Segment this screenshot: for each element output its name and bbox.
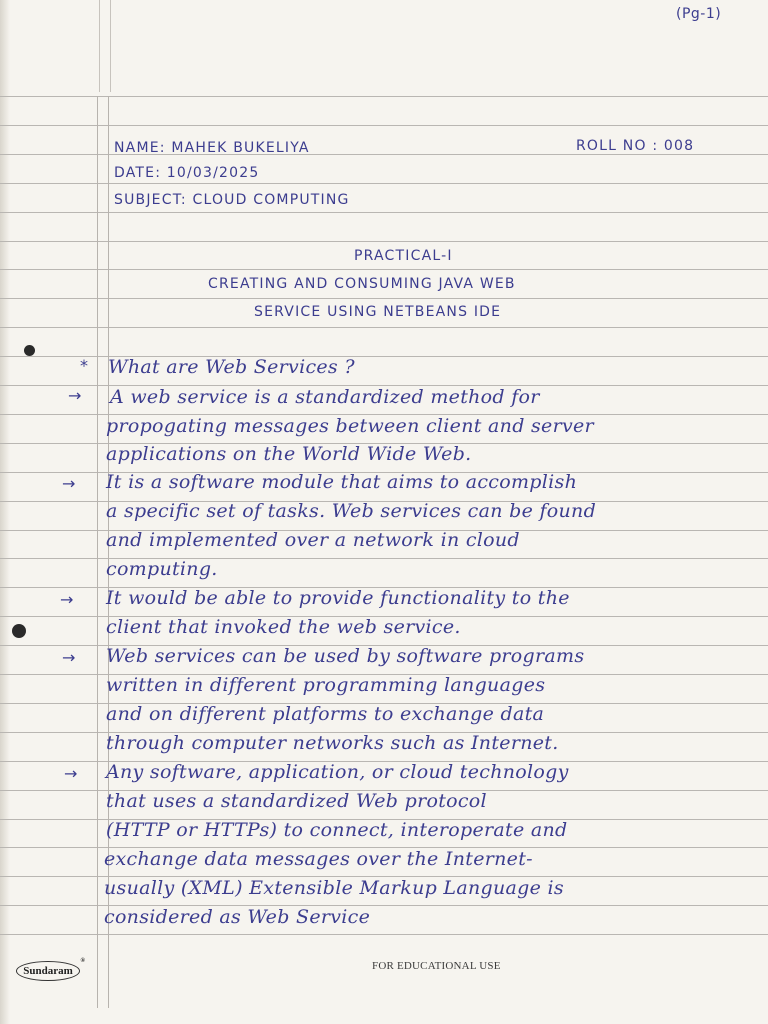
roll-number: ROLL NO : 008 (576, 138, 695, 154)
ruled-line (0, 934, 768, 935)
body-line: a specific set of tasks. Web services can be found (106, 500, 597, 522)
arrow-bullet-4: → (62, 648, 76, 667)
body-line: client that invoked the web service. (106, 616, 461, 638)
body-line: (HTTP or HTTPs) to connect, interoperate and (106, 819, 568, 841)
ruled-line (0, 298, 768, 299)
ruled-line (0, 327, 768, 328)
body-line: and implemented over a network in cloud (106, 529, 520, 551)
body-line: computing. (106, 558, 218, 580)
body-line: considered as Web Service (104, 906, 371, 928)
student-name: NAME: MAHEK BUKELIYA (114, 140, 310, 156)
body-line: It is a software module that aims to accomplish (106, 471, 578, 493)
topic-title-line-1: CREATING AND CONSUMING JAVA WEB (208, 276, 516, 292)
ruled-line (0, 183, 768, 184)
left-margin-line-inner (108, 96, 109, 1008)
body-line: A web service is a standardized method for (110, 386, 540, 408)
topic-title-line-2: SERVICE USING NETBEANS IDE (254, 304, 502, 320)
page-number: (Pg-1) (676, 6, 722, 22)
sundaram-logo (16, 958, 85, 981)
body-line: written in different programming languages (106, 674, 546, 696)
body-line: It would be able to provide functionality to the (106, 587, 570, 609)
registered-mark: ® (80, 958, 85, 964)
body-line: Any software, application, or cloud technology (106, 761, 569, 783)
punch-hole-top (24, 345, 35, 356)
ruled-line (0, 96, 768, 97)
subject: SUBJECT: CLOUD COMPUTING (114, 192, 350, 208)
body-line: Web services can be used by software programs (106, 645, 585, 667)
punch-hole-bottom (12, 624, 26, 638)
ruled-line (0, 212, 768, 213)
date: DATE: 10/03/2025 (114, 165, 260, 181)
arrow-bullet-3: → (60, 590, 74, 609)
arrow-bullet-2: → (62, 474, 76, 493)
arrow-bullet-1: → (68, 386, 82, 405)
body-line: applications on the World Wide Web. (106, 443, 472, 465)
ruled-line (0, 125, 768, 126)
left-margin-line (97, 96, 98, 1008)
star-bullet: * (80, 356, 88, 375)
body-line: and on different platforms to exchange data (106, 703, 545, 725)
footer-text: FOR EDUCATIONAL USE (372, 960, 501, 972)
body-line: usually (XML) Extensible Markup Language is (104, 877, 564, 899)
ruled-line (0, 269, 768, 270)
body-line: exchange data messages over the Internet- (104, 848, 533, 870)
brand-name: Sundaram (23, 965, 73, 977)
arrow-bullet-5: → (64, 764, 78, 783)
question-heading: What are Web Services ? (108, 356, 355, 378)
practical-title: PRACTICAL-I (354, 248, 453, 264)
top-margin-line (99, 0, 100, 92)
body-line: that uses a standardized Web protocol (106, 790, 487, 812)
body-line: through computer networks such as Internet. (106, 732, 559, 754)
ruled-line (0, 241, 768, 242)
body-line: propogating messages between client and server (106, 415, 594, 437)
top-margin-line-inner (110, 0, 111, 92)
